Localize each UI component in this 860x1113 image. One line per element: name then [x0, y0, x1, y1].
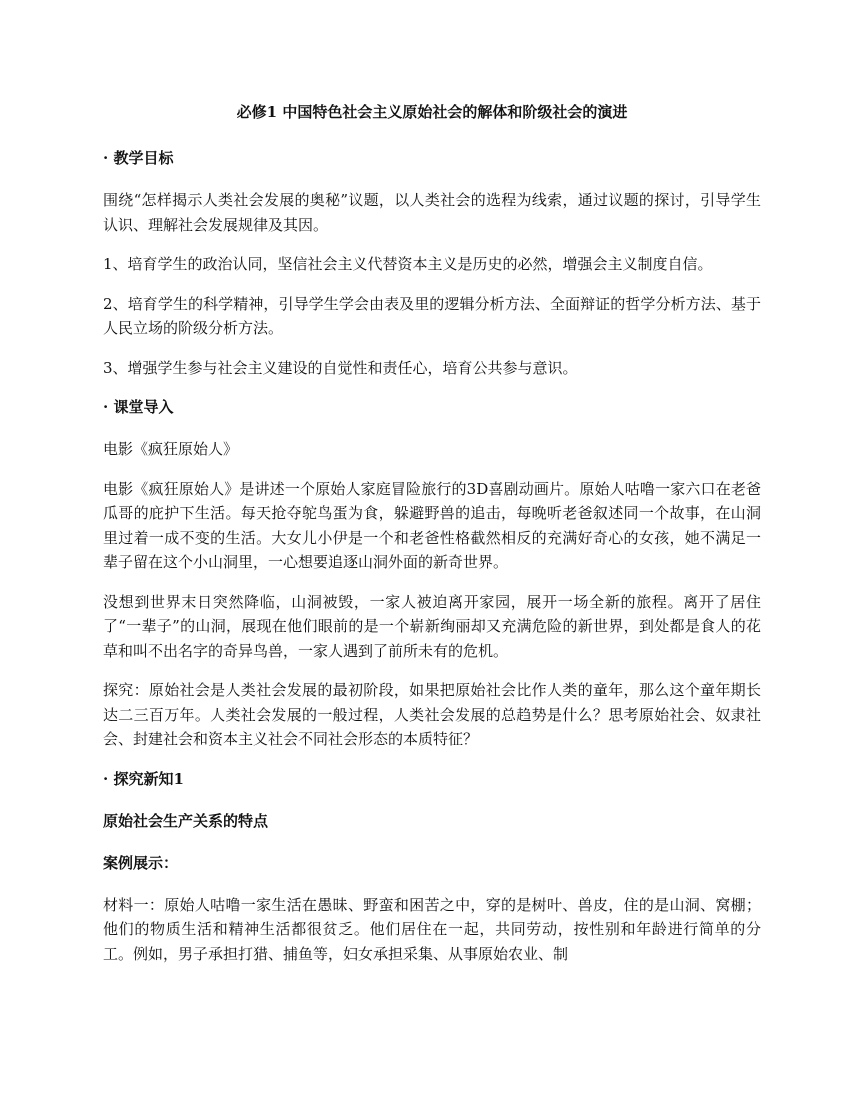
paragraph-movie-title: 电影《疯狂原始人》 [103, 440, 239, 458]
paragraph-goal-3: 3、增强学生参与社会主义建设的自觉性和责任心，培育公共参与意识。 [103, 358, 578, 377]
subheading-primitive-relations: 原始社会生产关系的特点 [103, 811, 269, 830]
document-title: 必修1 中国特色社会主义原始社会的解体和阶级社会的演进 [236, 103, 628, 121]
paragraph-goal-1: 1、培育学生的政治认同，坚信社会主义代替资本主义是历史的必然，增强会主义制度自信。 [103, 255, 713, 273]
section-heading-explore-1: · 探究新知1 [103, 769, 184, 788]
section-heading-teaching-goals: · 教学目标 [103, 149, 174, 167]
paragraph-goal-2: 2、培育学生的科学精神，引导学生学会由表及里的逻辑分析方法、全面辩证的哲学分析方法、基于人民立场的阶级分析方法。 [103, 294, 761, 337]
paragraph-movie-plot: 没想到世界末日突然降临，山洞被毁，一家人被迫离开家园，展开一场全新的旅程。离开了居住了“一辈子”的山洞，展现在他们眼前的是一个崭新绚丽却又充满危险的新世界，到处都是食人的花草和叫不出名字的奇异鸟兽，一家人遇到了前所未有的危机。 [103, 592, 761, 660]
section-heading-class-intro: · 课堂导入 [103, 398, 174, 416]
subheading-case-display: 案例展示： [103, 853, 179, 872]
paragraph-goals-intro: 围绕“怎样揭示人类社会发展的奥秘”议题，以人类社会的选程为线索，通过议题的探讨，引导学生认识、理解社会发展规律及其因。 [103, 191, 761, 234]
paragraph-movie-summary: 电影《疯狂原始人》是讲述一个原始人家庭冒险旅行的3D喜剧动画片。原始人咕噜一家六口在老爸瓜哥的庇护下生活。每天抢夺鸵鸟蛋为食，躲避野兽的追击，每晚听老爸叙述同一个故事，在山洞里过着一成不变的生活。大女儿小伊是一个和老爸性格截然相反的充满好奇心的女孩，她不满足一辈子留在这个小山洞里，一心想要追逐山洞外面的新奇世界。 [103, 479, 761, 571]
document-page [103, 100, 761, 981]
paragraph-inquiry: 探究：原始社会是人类社会发展的最初阶段，如果把原始社会比作人类的童年，那么这个童年期长达二三百万年。人类社会发展的一般过程，人类社会发展的总趋势是什么？思考原始社会、奴隶社会、封建社会和资本主义社会不同社会形态的本质特征？ [103, 681, 761, 748]
paragraph-material-1: 材料一：原始人咕噜一家生活在愚昧、野蛮和困苦之中，穿的是树叶、兽皮，住的是山洞、窝棚；他们的物质生活和精神生活都很贫乏。他们居住在一起，共同劳动，按性别和年龄进行简单的分工。例如，男子承担打猎、捕鱼等，妇女承担采集、从事原始农业、制 [103, 895, 761, 963]
